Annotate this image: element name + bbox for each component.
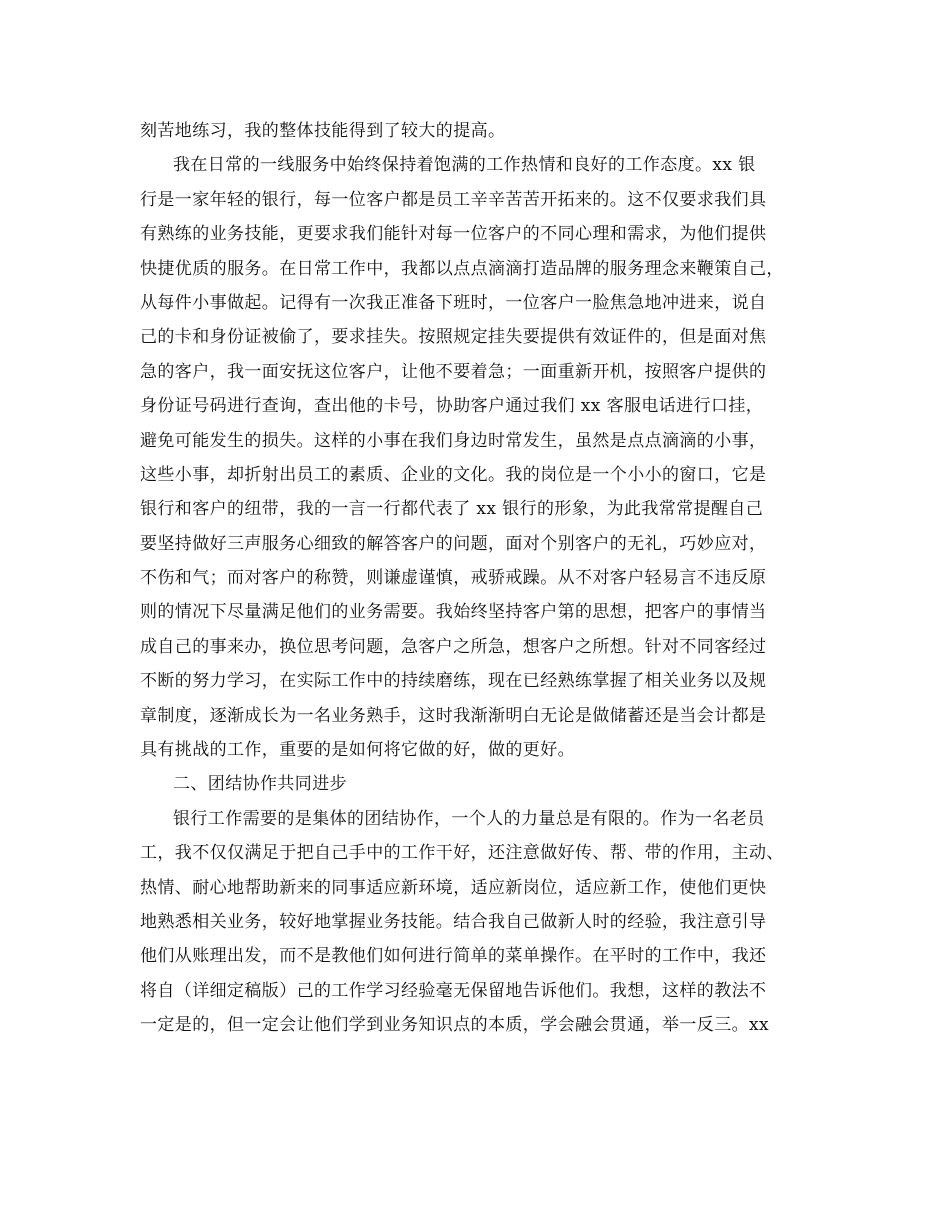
- text-line: 将自（详细定稿版）己的工作学习经验毫无保留地告诉他们。我想，这样的教法不: [140, 980, 767, 1001]
- text-line: 行是一家年轻的银行，每一位客户都是员工辛辛苦苦开拓来的。这不仅要求我们具: [140, 189, 767, 210]
- text-line: 刻苦地练习，我的整体技能得到了较大的提高。: [140, 121, 506, 141]
- text-line: 则的情况下尽量满足他们的业务需要。我始终坚持客户第的思想，把客户的事情当: [140, 602, 767, 623]
- text-line: 己的卡和身份证被偷了，要求挂失。按照规定挂失要提供有效证件的，但是面对焦: [140, 327, 767, 348]
- text-line: 他们从账理出发，而不是教他们如何进行简单的菜单操作。在平时的工作中，我还: [140, 946, 767, 967]
- text-line: 不伤和气；而对客户的称赞，则谦虚谨慎，戒骄戒躁。从不对客户轻易言不违反原: [140, 568, 767, 589]
- document-body: [140, 114, 830, 1043]
- text-line: 身份证号码进行查询，查出他的卡号，协助客户通过我们 xx 客服电话进行口挂，: [140, 396, 764, 417]
- text-line: 我在日常的一线服务中始终保持着饱满的工作热情和良好的工作态度。xx 银: [173, 155, 756, 176]
- text-line: 二、团结协作共同进步: [173, 774, 347, 795]
- text-line: 地熟悉相关业务，较好地掌握业务技能。结合我自己做新人时的经验，我注意引导: [140, 911, 767, 932]
- text-line: 具有挑战的工作，重要的是如何将它做的好，做的更好。: [140, 740, 575, 761]
- text-line: 急的客户，我一面安抚这位客户，让他不要着急；一面重新开机，按照客户提供的: [140, 361, 767, 382]
- text-line: 银行工作需要的是集体的团结协作，一个人的力量总是有限的。作为一名老员: [173, 808, 765, 829]
- text-line: 工，我不仅仅满足于把自己手中的工作干好，还注意做好传、帮、带的作用，主动、: [140, 843, 784, 864]
- text-line: 成自己的事来办，换位思考问题，急客户之所急，想客户之所想。针对不同客经过: [140, 636, 767, 657]
- text-line: 快捷优质的服务。在日常工作中，我都以点点滴滴打造品牌的服务理念来鞭策自己，: [140, 258, 784, 279]
- text-line: 从每件小事做起。记得有一次我正准备下班时，一位客户一脸焦急地冲进来，说自: [140, 292, 767, 313]
- text-line: 这些小事，却折射出员工的素质、企业的文化。我的岗位是一个小小的窗口，它是: [140, 464, 767, 485]
- text-line: 银行和客户的纽带，我的一言一行都代表了 xx 银行的形象，为此我常常提醒自己: [140, 499, 764, 520]
- text-line: 章制度，逐渐成长为一名业务熟手，这时我渐渐明白无论是做储蓄还是当会计都是: [140, 705, 767, 726]
- text-line: 要坚持做好三声服务心细致的解答客户的问题，面对个别客户的无礼，巧妙应对，: [140, 533, 767, 554]
- text-line: 不断的努力学习，在实际工作中的持续磨练，现在已经熟练掌握了相关业务以及规: [140, 671, 767, 692]
- text-line: 避免可能发生的损失。这样的小事在我们身边时常发生，虽然是点点滴滴的小事，: [140, 430, 767, 451]
- text-line: 一定是的，但一定会让他们学到业务知识点的本质，学会融会贯通，举一反三。xx: [140, 1015, 769, 1036]
- text-line: 热情、耐心地帮助新来的同事适应新环境，适应新岗位，适应新工作，使他们更快: [140, 877, 767, 898]
- text-line: 有熟练的业务技能，更要求我们能针对每一位客户的不同心理和需求，为他们提供: [140, 224, 767, 245]
